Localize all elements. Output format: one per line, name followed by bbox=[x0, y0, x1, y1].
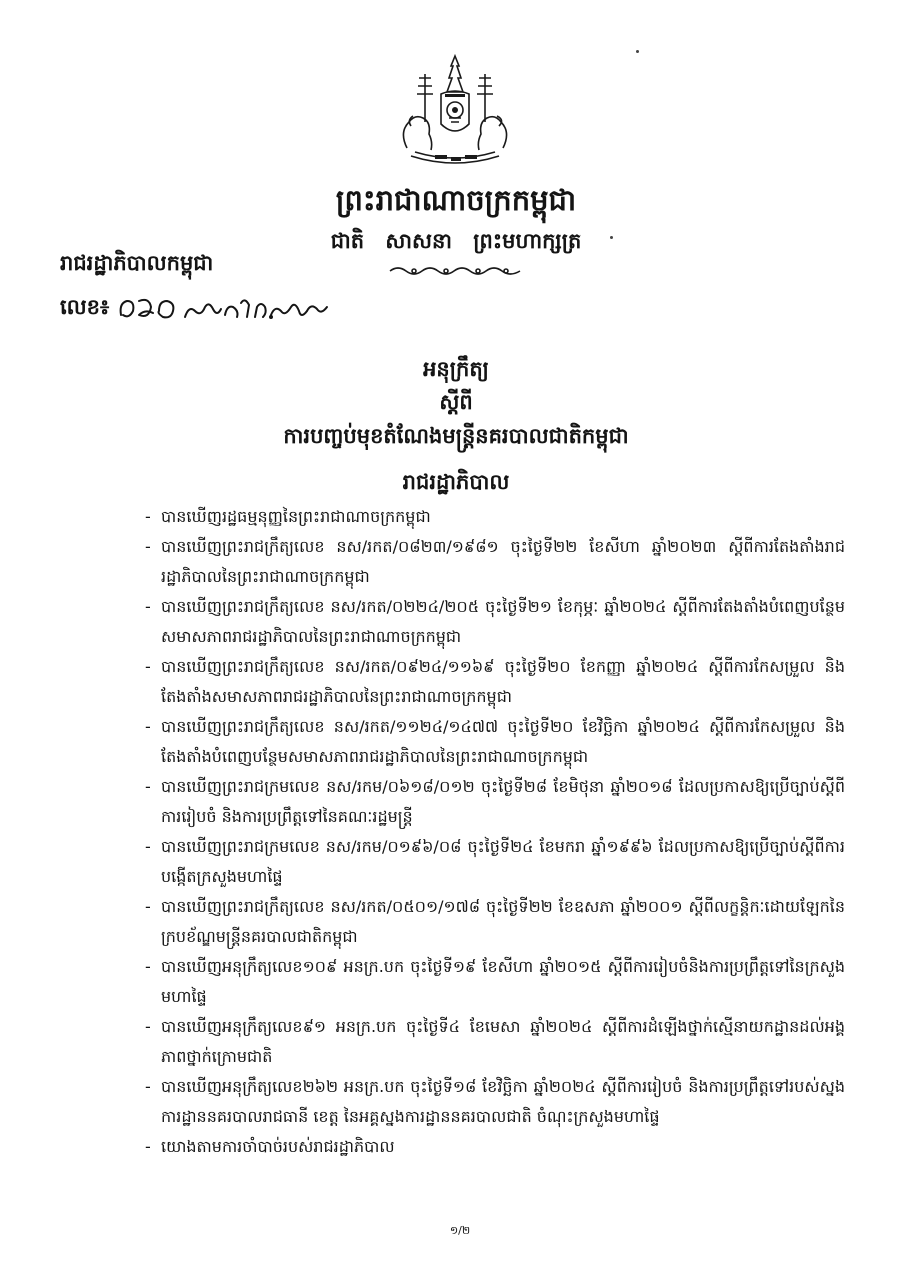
scan-speck bbox=[610, 236, 613, 239]
considerations-list bbox=[145, 502, 845, 1162]
consideration-item: - បានឃើញអនុក្រឹត្យលេខ២៦២ អនក្រ.បក ចុះថ្ងៃទី១៨ ខែវិច្ឆិកា ឆ្នាំ២០២៤ ស្តីពីការរៀបចំ និងការប្រព្រឹត្តទៅរបស់ស្នងការដ្ឋាននគរបាលរាជធានី ខេត្ត នៃអគ្គស្នងការដ្ឋាននគរបាលជាតិ ចំណុះក្រសួងមហាផ្ទៃ bbox=[145, 1077, 845, 1126]
consideration-text: យោងតាមការចាំបាច់របស់រាជរដ្ឋាភិបាល bbox=[161, 1137, 395, 1156]
consideration-text: បានឃើញព្រះរាជក្រឹត្យលេខ នស/រកត/០៩២៤/១១៦៩ ចុះថ្ងៃទី២០ ខែកញ្ញា ឆ្នាំ២០២៤ ស្តីពីការកែសម្រួល និងតែងតាំងសមាសភាពរាជរដ្ឋាភិបាលនៃព្រះរាជាណាចក្រកម្ពុជា bbox=[161, 657, 845, 706]
consideration-item: - បានឃើញព្រះរាជក្រមលេខ នស/រកម/០៦១៨/០១២ ចុះថ្ងៃទី២៨ ខែមិថុនា ឆ្នាំ២០១៨ ដែលប្រកាសឱ្យប្រើច្បាប់ស្តីពីការរៀបចំ និងការប្រព្រឹត្តទៅនៃគណៈរដ្ឋមន្ត្រី bbox=[145, 777, 845, 826]
consideration-item: - បានឃើញព្រះរាជក្រឹត្យលេខ នស/រកត/០៥០១/១៧៨ ចុះថ្ងៃទី២២ ខែឧសភា ឆ្នាំ២០០១ ស្តីពីលក្ខន្តិកៈដោយឡែកនៃក្របខ័ណ្ឌមន្ត្រីនគរបាលជាតិកម្ពុជា bbox=[145, 897, 845, 946]
consideration-text: បានឃើញព្រះរាជក្រឹត្យលេខ នស/រកត/០៥០១/១៧៨ ចុះថ្ងៃទី២២ ខែឧសភា ឆ្នាំ២០០១ ស្តីពីលក្ខន្តិកៈដោយឡែកនៃក្របខ័ណ្ឌមន្ត្រីនគរបាលជាតិកម្ពុជា bbox=[161, 897, 845, 946]
authority-heading: រាជរដ្ឋាភិបាល bbox=[402, 470, 510, 494]
national-motto: ជាតិ សាសនា ព្រះមហាក្សត្រ bbox=[330, 229, 582, 253]
consideration-text: បានឃើញព្រះរាជក្រឹត្យលេខ នស/រកត/០២២៤/២០៥ ចុះថ្ងៃទី២១ ខែកុម្ភៈ ឆ្នាំ២០២៤ ស្តីពីការតែងតាំងបំពេញបន្ថែមសមាសភាពរាជរដ្ឋាភិបាលនៃព្រះរាជាណាចក្រកម្ពុជា bbox=[161, 597, 845, 646]
royal-coat-of-arms-emblem bbox=[385, 52, 525, 172]
issuing-authority: រាជរដ្ឋាភិបាលកម្ពុជា bbox=[60, 251, 214, 275]
document-type-heading: អនុក្រឹត្យ bbox=[423, 357, 489, 381]
ornament-divider-icon bbox=[386, 263, 526, 277]
page-number: ១/២ bbox=[449, 1224, 471, 1237]
kingdom-heading: ព្រះរាជាណាចក្រកម្ពុជា bbox=[335, 183, 577, 217]
consideration-text: បានឃើញអនុក្រឹត្យលេខ១០៩ អនក្រ.បក ចុះថ្ងៃទី១៩ ខែសីហា ឆ្នាំ២០១៥ ស្តីពីការរៀបចំនិងការប្រព្រឹត្តទៅនៃក្រសួងមហាផ្ទៃ bbox=[161, 957, 845, 1006]
consideration-text: បានឃើញព្រះរាជក្រឹត្យលេខ នស/រកត/១១២៤/១៤៧៧ ចុះថ្ងៃទី២០ ខែវិច្ឆិកា ឆ្នាំ២០២៤ ស្តីពីការកែសម្រួល និងតែងតាំងបំពេញបន្ថែមសមាសភាពរាជរដ្ឋាភិបាលនៃព្រះរាជាណាចក្រកម្ពុជា bbox=[161, 717, 845, 766]
consideration-text: បានឃើញរដ្ឋធម្មនុញ្ញនៃព្រះរាជាណាចក្រកម្ពុជា bbox=[161, 507, 431, 526]
consideration-item: - បានឃើញអនុក្រឹត្យលេខ៩១ អនក្រ.បក ចុះថ្ងៃទី៤ ខែមេសា ឆ្នាំ២០២៤ ស្តីពីការដំឡើងថ្នាក់ស្មើនាយកដ្ឋានដល់អង្គភាពថ្នាក់ក្រោមជាតិ bbox=[145, 1017, 845, 1066]
consideration-item: - បានឃើញព្រះរាជក្រមលេខ នស/រកម/០១៩៦/០៨ ចុះថ្ងៃទី២៤ ខែមករា ឆ្នាំ១៩៩៦ ដែលប្រកាសឱ្យប្រើច្បាប់ស្តីពីការបង្កើតក្រសួងមហាផ្ទៃ bbox=[145, 837, 845, 886]
about-heading: ស្តីពី bbox=[439, 390, 473, 414]
reference-label: លេខ៖ bbox=[60, 294, 110, 319]
subject-heading: ការបញ្ចប់មុខតំណែងមន្ត្រីនគរបាលជាតិកម្ពុជា bbox=[283, 424, 629, 448]
consideration-text: បានឃើញព្រះរាជក្រមលេខ នស/រកម/០៦១៨/០១២ ចុះថ្ងៃទី២៨ ខែមិថុនា ឆ្នាំ២០១៨ ដែលប្រកាសឱ្យប្រើច្បាប់ស្តីពីការរៀបចំ និងការប្រព្រឹត្តទៅនៃគណៈរដ្ឋមន្ត្រី bbox=[161, 777, 845, 826]
consideration-text: បានឃើញអនុក្រឹត្យលេខ៩១ អនក្រ.បក ចុះថ្ងៃទី៤ ខែមេសា ឆ្នាំ២០២៤ ស្តីពីការដំឡើងថ្នាក់ស្មើនាយកដ្ឋានដល់អង្គភាពថ្នាក់ក្រោមជាតិ bbox=[161, 1017, 845, 1066]
consideration-item: - បានឃើញព្រះរាជក្រឹត្យលេខ នស/រកត/០៩២៤/១១៦៩ ចុះថ្ងៃទី២០ ខែកញ្ញា ឆ្នាំ២០២៤ ស្តីពីការកែសម្រួល និងតែងតាំងសមាសភាពរាជរដ្ឋាភិបាលនៃព្រះរាជាណាចក្រកម្ពុជា bbox=[145, 657, 845, 706]
consideration-text: បានឃើញព្រះរាជក្រឹត្យលេខ នស/រកត/០៨២៣/១៩៨១ ចុះថ្ងៃទី២២ ខែសីហា ឆ្នាំ២០២៣ ស្តីពីការតែងតាំងរាជរដ្ឋាភិបាលនៃព្រះរាជាណាចក្រកម្ពុជា bbox=[161, 537, 845, 586]
scan-speck bbox=[636, 50, 639, 53]
consideration-text: បានឃើញព្រះរាជក្រមលេខ នស/រកម/០១៩៦/០៨ ចុះថ្ងៃទី២៤ ខែមករា ឆ្នាំ១៩៩៦ ដែលប្រកាសឱ្យប្រើច្បាប់ស្តីពីការបង្កើតក្រសួងមហាផ្ទៃ bbox=[161, 837, 845, 886]
consideration-item: - បានឃើញព្រះរាជក្រឹត្យលេខ នស/រកត/១១២៤/១៤៧៧ ចុះថ្ងៃទី២០ ខែវិច្ឆិកា ឆ្នាំ២០២៤ ស្តីពីការកែសម្រួល និងតែងតាំងបំពេញបន្ថែមសមាសភាពរាជរដ្ឋាភិបាលនៃព្រះរាជាណាចក្រកម្ពុជា bbox=[145, 717, 845, 766]
consideration-item: - យោងតាមការចាំបាច់របស់រាជរដ្ឋាភិបាល bbox=[145, 1137, 395, 1156]
reference-line bbox=[60, 293, 335, 325]
handwritten-reference-number bbox=[115, 293, 335, 325]
consideration-item: - បានឃើញអនុក្រឹត្យលេខ១០៩ អនក្រ.បក ចុះថ្ងៃទី១៩ ខែសីហា ឆ្នាំ២០១៥ ស្តីពីការរៀបចំនិងការប្រព្រឹត្តទៅនៃក្រសួងមហាផ្ទៃ bbox=[145, 957, 845, 1006]
consideration-item: - បានឃើញព្រះរាជក្រឹត្យលេខ នស/រកត/០២២៤/២០៥ ចុះថ្ងៃទី២១ ខែកុម្ភៈ ឆ្នាំ២០២៤ ស្តីពីការតែងតាំងបំពេញបន្ថែមសមាសភាពរាជរដ្ឋាភិបាលនៃព្រះរាជាណាចក្រកម្ពុជា bbox=[145, 597, 845, 646]
consideration-item: - បានឃើញរដ្ឋធម្មនុញ្ញនៃព្រះរាជាណាចក្រកម្ពុជា bbox=[145, 507, 431, 526]
consideration-item: - បានឃើញព្រះរាជក្រឹត្យលេខ នស/រកត/០៨២៣/១៩៨១ ចុះថ្ងៃទី២២ ខែសីហា ឆ្នាំ២០២៣ ស្តីពីការតែងតាំងរាជរដ្ឋាភិបាលនៃព្រះរាជាណាចក្រកម្ពុជា bbox=[145, 537, 845, 586]
consideration-text: បានឃើញអនុក្រឹត្យលេខ២៦២ អនក្រ.បក ចុះថ្ងៃទី១៨ ខែវិច្ឆិកា ឆ្នាំ២០២៤ ស្តីពីការរៀបចំ និងការប្រព្រឹត្តទៅរបស់ស្នងការដ្ឋាននគរបាលរាជធានី ខេត្ត នៃអគ្គស្នងការដ្ឋាននគរបាលជាតិ ចំណុះក្រសួងមហាផ្ទៃ bbox=[161, 1077, 845, 1126]
